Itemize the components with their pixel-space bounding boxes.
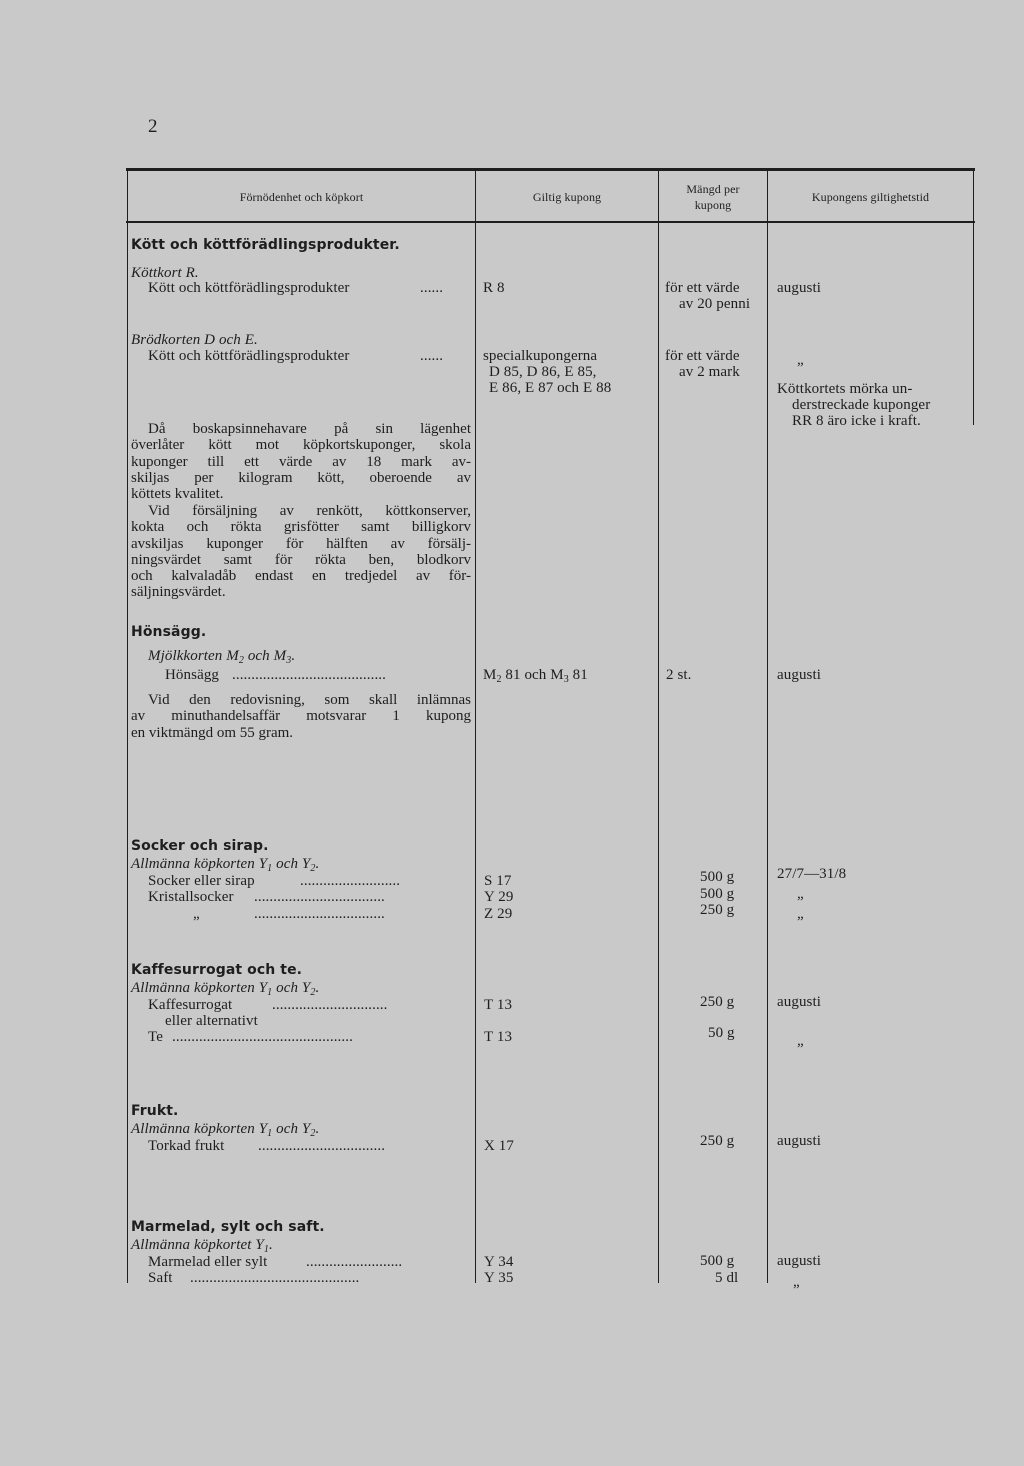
note-line-1: Köttkortets mörka un- — [777, 381, 913, 397]
header-col-amount-2: kupong — [694, 198, 732, 212]
card-name-meat: Köttkort R. — [131, 265, 199, 281]
amount-eggs: 2 st. — [666, 667, 692, 683]
item-fruit: Torkad frukt — [148, 1138, 225, 1154]
paragraph-line: ningsvärdet samt för rökta ben, blodkorv — [131, 551, 471, 568]
paragraph-line: Då boskapsinnehavare på sin lägenhet — [148, 421, 471, 437]
paragraph-meat-2 — [131, 503, 471, 601]
period-coffee-1: augusti — [777, 994, 822, 1010]
column-rule-left — [127, 170, 128, 1283]
section-heading-sugar: Socker och sirap. — [131, 838, 269, 854]
amount-meat-1b: av 20 penni — [679, 296, 751, 312]
paragraph-line: och kalvaladåb endast en tredjedel av för- — [131, 568, 471, 585]
item-meat-1: Kött och köttförädlingsprodukter — [148, 280, 350, 296]
paragraph-line: avskiljas kuponger för hälften av försälj- — [131, 535, 471, 552]
dot-leader: .......................... — [300, 873, 401, 889]
paragraph-eggs — [131, 692, 471, 741]
coupon-meat-2c: E 86, E 87 och E 88 — [489, 380, 612, 396]
amount-coffee-2: 50 g — [708, 1025, 735, 1041]
amount-sugar-2: 500 g — [700, 886, 735, 902]
item-sugar-2: Kristallsocker — [148, 889, 234, 905]
item-coffee-1: Kaffesurrogat — [148, 997, 233, 1013]
amount-sugar-3: 250 g — [700, 902, 735, 918]
column-rule-1 — [475, 170, 476, 1283]
table-top-rule — [126, 168, 975, 171]
header-col-amount-1: Mängd per — [686, 182, 740, 196]
coupon-fruit: X 17 — [484, 1138, 514, 1154]
note-line-2: derstreckade kuponger — [792, 397, 931, 413]
coupon-sugar-1: S 17 — [484, 873, 512, 889]
period-jam-1: augusti — [777, 1253, 822, 1269]
amount-meat-2a: för ett värde — [665, 348, 740, 364]
coupon-coffee-1: T 13 — [484, 997, 513, 1013]
card-name-milk: Mjölkkorten $M_2$ och $M_3$. — [148, 648, 296, 666]
amount-fruit: 250 g — [700, 1133, 735, 1149]
item-eggs: Hönsägg — [165, 667, 220, 683]
amount-meat-2b: av 2 mark — [679, 364, 740, 380]
period-sugar-2: „ — [797, 886, 804, 902]
paragraph-line: överlåter kött mot köpkortskuponger, skola — [131, 437, 471, 454]
paragraph-line: en viktmängd om 55 gram. — [131, 724, 294, 741]
card-name-general: Allmänna köpkorten $Y_1$ och $Y_2$. — [131, 980, 320, 998]
coupon-sugar-3: Z 29 — [484, 906, 513, 922]
column-rule-right — [973, 170, 974, 425]
dot-leader: .................................. — [254, 889, 385, 905]
column-rule-2 — [658, 170, 659, 1283]
period-fruit: augusti — [777, 1133, 822, 1149]
item-coffee-2: Te — [148, 1029, 163, 1045]
paragraph-line: köttets kvalitet. — [131, 486, 224, 503]
dot-leader: ................................. — [258, 1138, 386, 1154]
amount-coffee-1: 250 g — [700, 994, 735, 1010]
item-meat-2: Kött och köttförädlingsprodukter — [148, 348, 350, 364]
coupon-coffee-2: T 13 — [484, 1029, 513, 1045]
section-heading-coffee: Kaffesurrogat och te. — [131, 962, 303, 978]
column-rule-3 — [767, 170, 768, 1283]
paragraph-line: Vid försäljning av renkött, köttkonserver, — [148, 503, 471, 519]
paragraph-line: kuponger till ett värde av 18 mark av- — [131, 453, 471, 470]
amount-jam-1: 500 g — [700, 1253, 735, 1269]
dot-leader: ...... — [420, 348, 444, 364]
item-sugar-3: „ — [193, 906, 200, 922]
period-coffee-2: „ — [797, 1033, 804, 1049]
period-meat-2: „ — [797, 352, 804, 368]
header-col-item: Förnödenhet och köpkort — [239, 190, 364, 204]
coupon-meat-1: R 8 — [483, 280, 505, 296]
dot-leader: .................................. — [254, 906, 385, 922]
coupon-jam-1: Y 34 — [484, 1254, 514, 1270]
dot-leader: ......................... — [306, 1254, 403, 1270]
coupon-eggs: $M_2$ 81 och $M_3$ 81 — [483, 667, 588, 685]
section-heading-eggs: Hönsägg. — [131, 624, 207, 640]
alt-text: eller alternativt — [165, 1013, 258, 1029]
dot-leader: ...... — [420, 280, 444, 296]
paragraph-line: kokta och rökta grisfötter samt billigkorv — [131, 519, 471, 536]
dot-leader: .............................. — [272, 997, 388, 1013]
coupon-jam-2: Y 35 — [484, 1270, 514, 1286]
header-col-coupon: Giltig kupong — [532, 190, 602, 204]
dot-leader: ............................................ — [190, 1270, 360, 1286]
section-heading-jam: Marmelad, sylt och saft. — [131, 1219, 325, 1235]
paragraph-line: säljningsvärdet. — [131, 584, 226, 601]
header-bottom-rule — [126, 221, 975, 223]
coupon-sugar-2: Y 29 — [484, 889, 514, 905]
item-sugar-1: Socker eller sirap — [148, 873, 255, 889]
header-col-period: Kupongens giltighetstid — [811, 190, 930, 204]
card-name-general: Allmänna köpkorten $Y_1$ och $Y_2$. — [131, 1121, 320, 1139]
amount-meat-1a: för ett värde — [665, 280, 740, 296]
period-eggs: augusti — [777, 667, 822, 683]
period-meat-1: augusti — [777, 280, 822, 296]
card-name-general-single: Allmänna köpkortet $Y_1$. — [131, 1237, 273, 1255]
dot-leader: ........................................ — [232, 667, 386, 683]
dot-leader: ............................................... — [172, 1029, 353, 1045]
amount-jam-2: 5 dl — [715, 1270, 739, 1286]
coupon-meat-2b: D 85, D 86, E 85, — [489, 364, 597, 380]
item-jam-1: Marmelad eller sylt — [148, 1254, 268, 1270]
paragraph-line: av minuthandelsaffär motsvarar 1 kupong — [131, 708, 471, 725]
page-number: 2 — [148, 116, 158, 137]
card-name-bread: Brödkorten D och E. — [131, 332, 258, 348]
paragraph-meat-1 — [131, 421, 471, 502]
period-sugar-1: 27/7—31/8 — [777, 866, 847, 882]
section-heading-fruit: Frukt. — [131, 1103, 179, 1119]
section-heading-meat: Kött och köttförädlingsprodukter. — [131, 237, 400, 253]
item-jam-2: Saft — [148, 1270, 173, 1286]
paragraph-line: skiljas per kilogram kött, oberoende av — [131, 469, 471, 486]
period-sugar-3: „ — [797, 906, 804, 922]
card-name-general: Allmänna köpkorten $Y_1$ och $Y_2$. — [131, 856, 320, 874]
note-line-3: RR 8 äro icke i kraft. — [792, 413, 921, 429]
coupon-meat-2a: specialkupongerna — [483, 348, 598, 364]
period-jam-2: „ — [793, 1274, 800, 1290]
paragraph-line: Vid den redovisning, som skall inlämnas — [148, 692, 471, 708]
amount-sugar-1: 500 g — [700, 869, 735, 885]
